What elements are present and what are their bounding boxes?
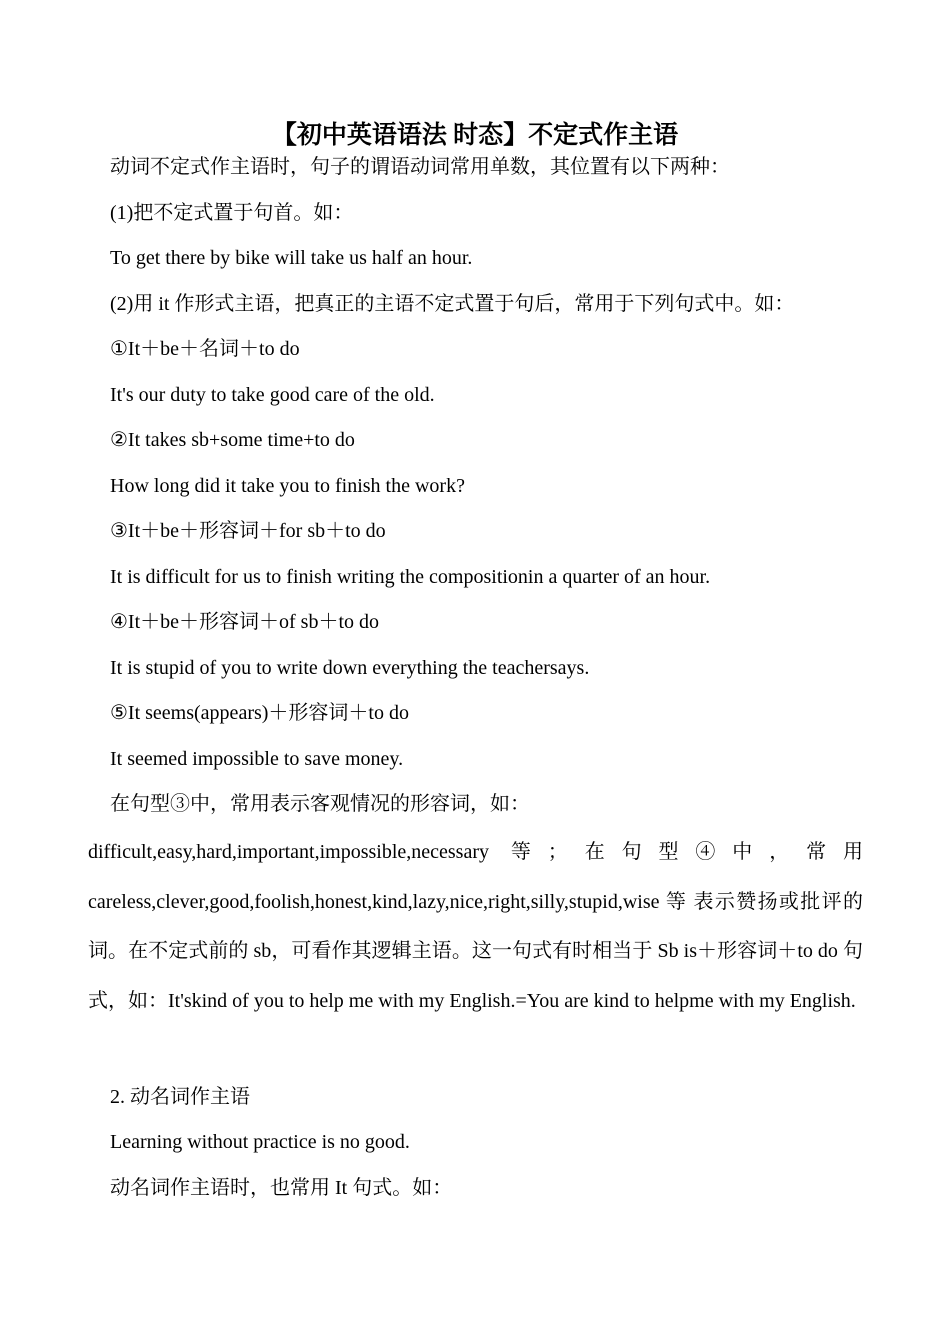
example-line: It is difficult for us to finish writing the compositionin a quarter of an hour.: [110, 566, 711, 588]
rule-1-line: (1)把不定式置于句首。如：: [110, 202, 354, 224]
example-line: It is stupid of you to write down everything the teachersays.: [110, 657, 590, 679]
example-line: To get there by bike will take us half an hour.: [110, 247, 473, 269]
pattern-5-line: ⑤It seems(appears)＋形容词＋to do: [110, 702, 409, 724]
note-line: 在句型③中，常用表示客观情况的形容词，如：: [110, 793, 530, 815]
pattern-1-line: ①It＋be＋名词＋to do: [110, 338, 300, 360]
document-title: 【初中英语语法 时态】不定式作主语: [271, 122, 679, 149]
example-line: It's our duty to take good care of the old.: [110, 384, 435, 406]
section-2-heading: 2. 动名词作主语: [110, 1086, 250, 1108]
example-line: It seemed impossible to save money.: [110, 748, 404, 770]
pattern-3-line: ③It＋be＋形容词＋for sb＋to do: [110, 520, 386, 542]
intro-line: 动词不定式作主语时，句子的谓语动词常用单数，其位置有以下两种：: [110, 156, 730, 178]
note-line: 动名词作主语时，也常用 It 句式。如：: [110, 1177, 453, 1199]
example-line: Learning without practice is no good.: [110, 1131, 410, 1153]
pattern-2-line: ②It takes sb+some time+to do: [110, 429, 355, 451]
rule-2-line: (2)用 it 作形式主语，把真正的主语不定式置于句后，常用于下列句式中。如：: [110, 293, 795, 315]
pattern-4-line: ④It＋be＋形容词＋of sb＋to do: [110, 611, 380, 633]
adjective-explanation-paragraph: difficult,easy,hard,important,impossible,necessary 等；在句型④中，常用careless,clever,good,foolish,honest,kind,lazy,nice,right,silly,stupid,wise 等 表示赞扬或批评的词。在不定式前的 sb，可看作其逻辑主语。这一句式有时相当于 Sb is＋形容词＋to do 句式，如：It'skind of you to help me with my English.=You are kind to helpme with my English.: [88, 841, 863, 1012]
example-line: How long did it take you to finish the work?: [110, 475, 465, 497]
